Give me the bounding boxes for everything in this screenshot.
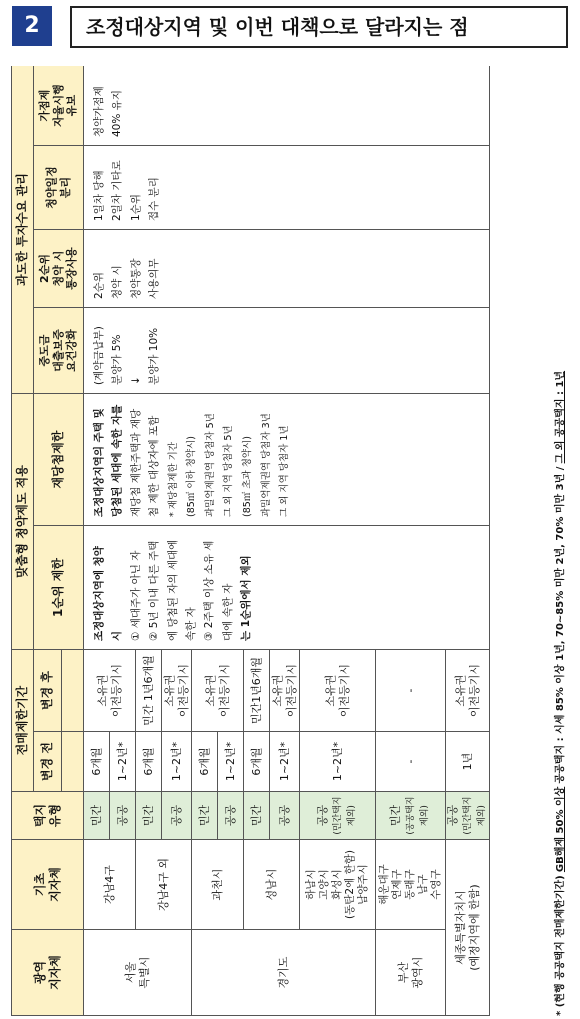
table-cell: 1년 bbox=[446, 732, 490, 792]
row-hanam-basic: 하남시 고양시 화성시 (동탄2에 한함) 남양주시 bbox=[300, 840, 376, 930]
col-second-rank: 2순위 청약 시 통장사용 bbox=[34, 230, 84, 308]
rotated-table-area bbox=[11, 66, 571, 1016]
table-cell: 6개월 bbox=[136, 732, 162, 792]
section-title: 조정대상지역 및 이번 대책으로 달라지는 점 bbox=[70, 6, 568, 48]
table-cell: - bbox=[376, 650, 446, 732]
table-cell: 소유권 이전등기시 bbox=[300, 650, 376, 732]
table-cell: 6개월 bbox=[192, 732, 218, 792]
table-cell: 1~2년* bbox=[300, 732, 376, 792]
col-overheat-group: 과도한 투자수요 관리 bbox=[12, 66, 34, 394]
table-cell: 민간 bbox=[244, 792, 270, 840]
col-resale-after: 변경 후 bbox=[34, 650, 62, 732]
table-cell: - bbox=[376, 732, 446, 792]
table-cell: 민간 1년6개월 bbox=[136, 650, 162, 732]
row-seoul-basic: 강남4구 bbox=[84, 840, 136, 930]
table-cell: 소유권 이전등기시 bbox=[446, 650, 490, 732]
row-seongnam-basic: 성남시 bbox=[244, 840, 300, 930]
col-basic: 기초 지자체 bbox=[12, 840, 84, 930]
table-cell: 소유권 이전등기시 bbox=[192, 650, 244, 732]
col-resale-group: 전매제한기간 bbox=[12, 650, 34, 792]
col-land-type: 택지 유형 bbox=[12, 792, 84, 840]
col-first-rank: 1순위 제한 bbox=[34, 526, 84, 650]
table-cell: 공공 (민간택지 제외) bbox=[300, 792, 376, 840]
col-separate: 청약일정 분리 bbox=[34, 146, 84, 230]
col-presale-price: 가점제 자율시행 유보 bbox=[34, 66, 84, 146]
table-cell: 민간 (공공택지 제외) bbox=[376, 792, 446, 840]
table-cell: 민간 bbox=[192, 792, 218, 840]
col-middle-loan: 중도금 대출보증 요건강화 bbox=[34, 308, 84, 394]
row-seoul-region: 서울 특별시 bbox=[84, 930, 192, 1016]
col-resale-before: 변경 전 bbox=[34, 732, 62, 792]
second-rank-text: 2순위 청약 시 청약통장 사용의무 bbox=[84, 230, 490, 308]
table-cell: 공공 bbox=[162, 792, 192, 840]
table-cell: 공공 bbox=[270, 792, 300, 840]
table-cell: 6개월 bbox=[244, 732, 270, 792]
table-cell: 민간 bbox=[84, 792, 110, 840]
col-rewin: 재당첨제한 bbox=[34, 394, 84, 526]
table-cell: 1~2년* bbox=[218, 732, 244, 792]
table-cell: 소유권 이전등기시 bbox=[162, 650, 192, 732]
row-sejong-region: 세종특별자치시 (예정지역에 한함) bbox=[446, 840, 490, 1016]
col-resale-before-spacer bbox=[62, 732, 84, 792]
row-seoul-other-basic: 강남4구 외 bbox=[136, 840, 192, 930]
section-header bbox=[12, 6, 568, 46]
table-cell: 6개월 bbox=[84, 732, 110, 792]
table-cell: 공공 bbox=[218, 792, 244, 840]
table-cell: 민간 bbox=[136, 792, 162, 840]
table-cell: 소유권 이전등기시 bbox=[270, 650, 300, 732]
rewin-text: 조정대상지역의 주택 및 당첨된 세대에 속한 자를 재당첨 제한주택과 재당첨 제한 대상자에 포함 * 재당첨제한 기간 (85㎡ 이하 청약시) 과밀억제권역 당첨자 5년 그 외 지역 당첨자 5년 (85㎡ 초과 청약시) 과밀억제권역 당첨자 3년 그 외 지역 당첨자 1년 bbox=[84, 394, 490, 526]
rotated-table bbox=[11, 66, 571, 1016]
table-cell: 1~2년* bbox=[110, 732, 136, 792]
separate-text: 1일차 당해 2일차 기타로 1순위 접수 분리 bbox=[84, 146, 490, 230]
row-gwacheon-basic: 과천시 bbox=[192, 840, 244, 930]
table-cell: 민간1년6개월 bbox=[244, 650, 270, 732]
policy-table bbox=[11, 66, 490, 1016]
section-number: 2 bbox=[12, 6, 52, 46]
middle-loan-text: (계약금납부) 분양가 5% ↓ 분양가 10% bbox=[84, 308, 490, 394]
row-busan-region: 부산 광역시 bbox=[376, 930, 446, 1016]
footnote: * (현행 공공택지 전매제한기간) GB해제 50% 이상 공공택지 : 시세 85% 이상 1년, 70~85% 미만 2년, 70% 미만 3년 / 그 외 공공택지 : 1년 bbox=[555, 370, 566, 1016]
col-resale-after-spacer bbox=[62, 650, 84, 732]
table-cell: 소유권 이전등기시 bbox=[84, 650, 136, 732]
col-region: 광역 지자체 bbox=[12, 930, 84, 1016]
presale-price-text: 청약가점제 40% 유지 bbox=[84, 66, 490, 146]
col-custom-group: 맞춤형 청약제도 적용 bbox=[12, 394, 34, 650]
first-rank-text: 조정대상지역에 청약 시 ① 세대주가 아닌 자 ② 5년 이내 다른 주택에 당첨된 자의 세대에 속한 자 ③ 2주택 이상 소유 세대에 속한 자 는 1순위에서 제외 bbox=[84, 526, 490, 650]
row-gyeonggi-region: 경기도 bbox=[192, 930, 376, 1016]
table-cell: 공공 bbox=[110, 792, 136, 840]
table-cell: 1~2년* bbox=[162, 732, 192, 792]
table-cell: 공공 (민간택지 제외) bbox=[446, 792, 490, 840]
table-cell: 1~2년* bbox=[270, 732, 300, 792]
row-busan-basic: 해운대구 연제구 동래구 남구 수영구 bbox=[376, 840, 446, 930]
